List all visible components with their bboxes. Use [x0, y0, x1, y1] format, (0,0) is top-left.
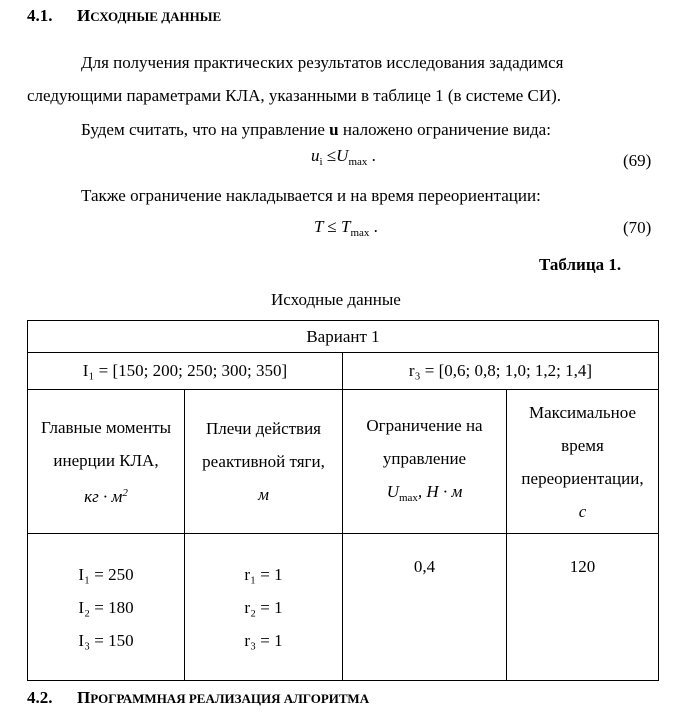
equation-69: [311, 146, 376, 168]
arm-value: r₂ = 1: [244, 597, 283, 617]
section-title-rest: СХОДНЫЕ ДАННЫЕ: [90, 9, 222, 24]
table-label: Таблица 1.: [539, 255, 622, 274]
header-unit: с: [578, 501, 587, 521]
inertia-range-cell: I₁ = [150; 200; 250; 300; 350]: [28, 353, 343, 390]
paragraph-line: Для получения практических результатов исследования зададимся: [81, 53, 564, 72]
header-text: реактивной тяги,: [202, 452, 325, 471]
header-arms: [185, 390, 343, 534]
section-heading-4-1: [27, 6, 221, 26]
arm-values-cell: [185, 534, 343, 681]
control-vector-symbol: u: [329, 120, 339, 139]
table-caption: Исходные данные: [271, 290, 401, 309]
header-max-time: [507, 390, 659, 534]
header-inertia: [28, 390, 185, 534]
inertia-value: I₂ = 180: [78, 597, 134, 617]
inertia-value: I₁ = 250: [78, 564, 134, 584]
arm-value: r₁ = 1: [244, 564, 283, 584]
eq-period: .: [371, 146, 376, 165]
eq-period: .: [373, 217, 378, 236]
unit-text: кг · м: [84, 486, 123, 506]
unit-var: U: [386, 481, 399, 501]
eq-rhs: U: [336, 146, 349, 165]
paragraph-constraint-intro: [81, 115, 551, 145]
eq-rhs-sub: max: [350, 227, 370, 239]
arm-range-cell: r₃ = [0,6; 0,8; 1,0; 1,2; 1,4]: [343, 353, 659, 390]
arm-value: r₃ = 1: [244, 630, 283, 650]
inertia-value: I₃ = 150: [78, 630, 134, 650]
t-max-value-cell: 120: [507, 534, 659, 681]
header-text: Главные моменты: [40, 417, 172, 437]
u-max-value-cell: 0,4: [343, 534, 507, 681]
header-text: переориентации,: [521, 468, 644, 488]
section-title-initial: П: [77, 688, 91, 707]
equation-number-70: (70): [623, 218, 652, 237]
header-text: управление: [382, 448, 467, 468]
text-fragment: наложено ограничение вида:: [342, 120, 551, 139]
section-number: 4.2.: [27, 688, 53, 707]
paragraph-time-constraint: Также ограничение накладывается и на время переориентации:: [81, 186, 541, 205]
paragraph-line: следующими параметрами КЛА, указанными в таблице 1 (в системе СИ).: [27, 86, 562, 105]
eq-rhs: T: [341, 217, 351, 236]
header-unit: [343, 475, 506, 515]
header-control-limit: [343, 390, 507, 534]
eq-operator: ≤: [327, 217, 337, 236]
unit-text: , Н · м: [417, 481, 463, 501]
header-text: Ограничение на: [366, 415, 483, 435]
eq-operator: ≤: [326, 146, 337, 165]
unit-power: 2: [122, 486, 128, 499]
inertia-values-cell: [28, 534, 185, 681]
eq-lhs: T: [314, 217, 324, 236]
section-number: 4.1.: [27, 6, 53, 25]
eq-lhs: u: [311, 146, 320, 165]
table-variant-header: Вариант 1: [28, 321, 659, 353]
header-text: время: [561, 435, 604, 455]
equation-70: [314, 217, 378, 239]
section-title-initial: И: [77, 6, 91, 25]
unit-sub: max: [398, 491, 418, 504]
eq-lhs-sub: i: [319, 156, 323, 168]
section-title-rest: РОГРАММНАЯ РЕАЛИЗАЦИЯ АЛГОРИТМА: [90, 691, 370, 706]
section-heading-4-2: [27, 688, 369, 708]
header-text: Максимальное: [528, 402, 637, 422]
eq-rhs-sub: max: [348, 156, 368, 168]
header-unit: м: [258, 485, 269, 504]
parameters-table: [27, 320, 659, 681]
header-unit: [28, 477, 184, 513]
equation-number-69: (69): [623, 151, 652, 170]
text-fragment: Будем считать, что на управление: [81, 120, 325, 139]
header-text: инерции КЛА,: [53, 450, 159, 470]
header-text: Плечи действия: [206, 419, 321, 438]
